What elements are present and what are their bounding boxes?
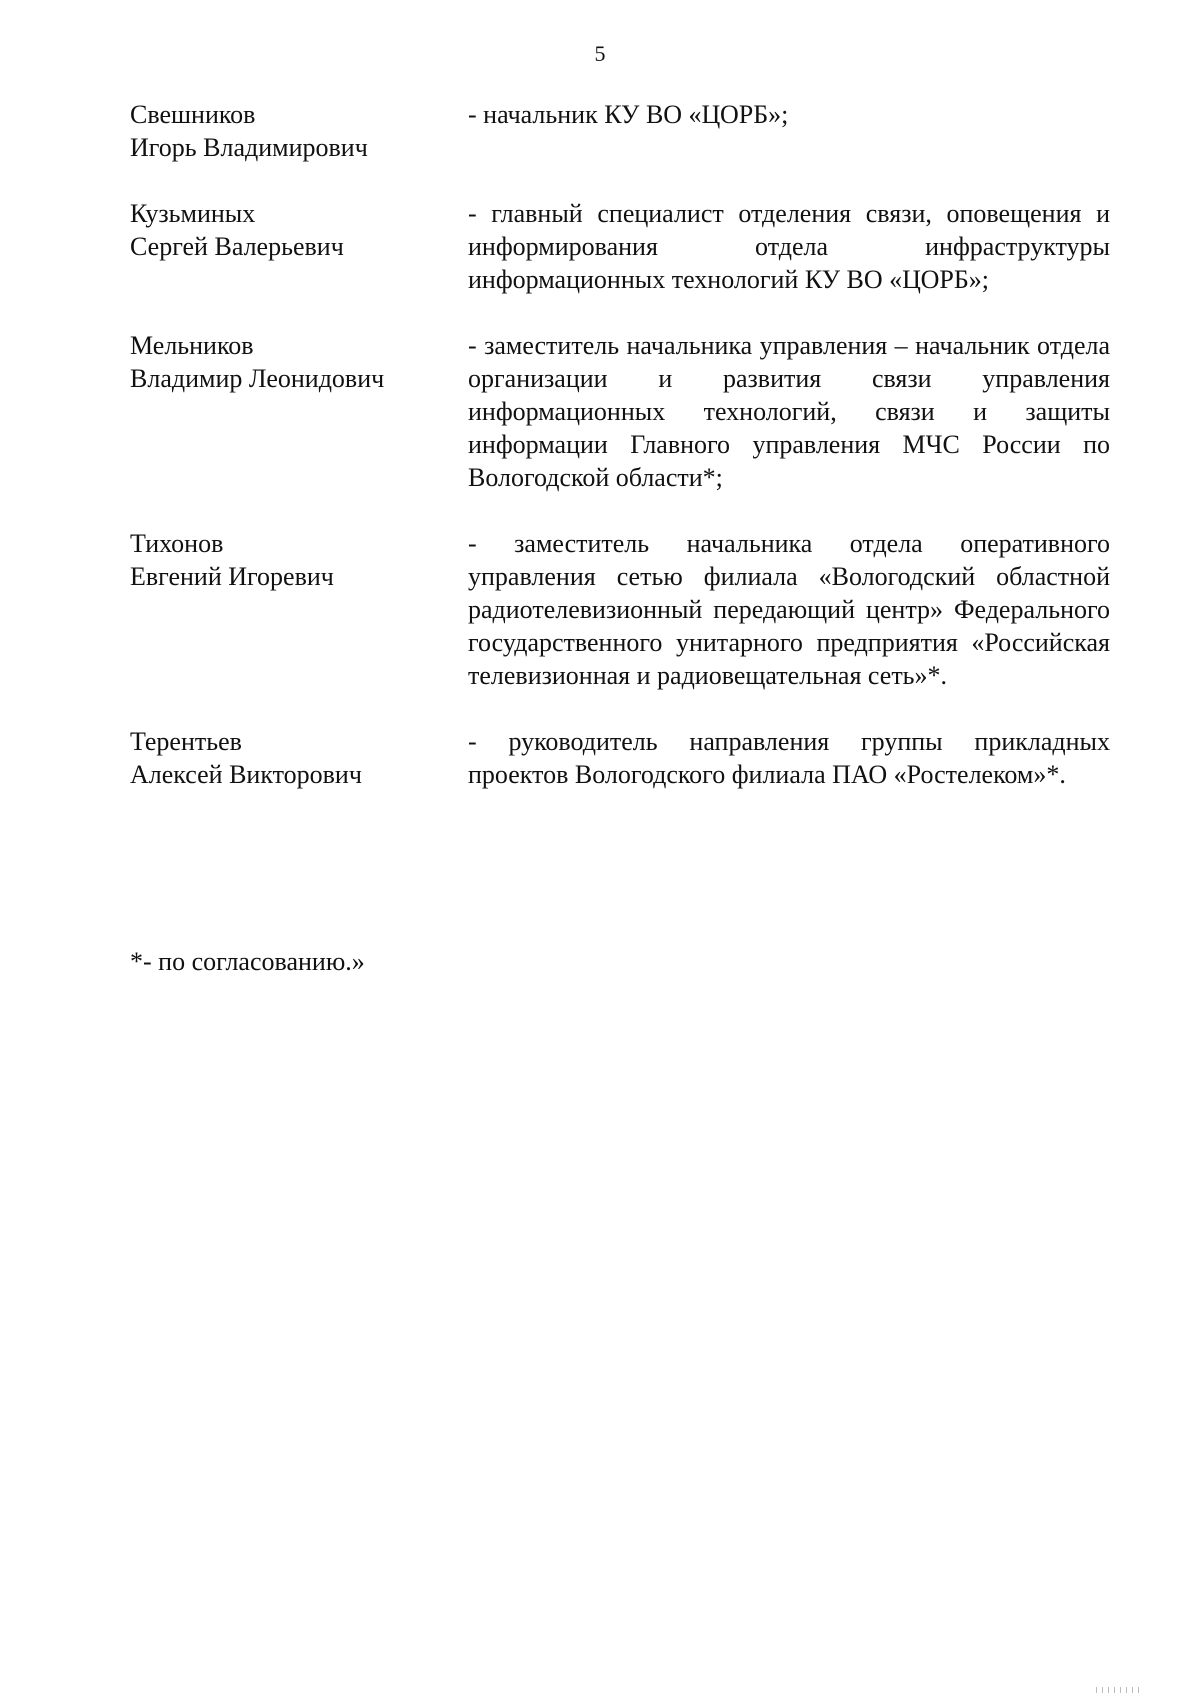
member-given-names: Евгений Игоревич — [130, 562, 334, 591]
member-role: - заместитель начальника управления – начальник отдела организации и развития связи управления информационных технологий, связи и защиты информации Главного управления МЧС России по Вологодской области*; — [468, 331, 1110, 492]
scan-artifact — [1096, 1687, 1140, 1693]
member-given-names: Игорь Владимирович — [130, 133, 368, 162]
members-list — [130, 98, 1110, 824]
member-name — [130, 527, 468, 692]
member-role: - заместитель начальника отдела оперативного управления сетью филиала «Вологодский областной радиотелевизионный передающий центр» Федерального государственного унитарного предприятия «Российская телевизионная и радиовещательная сеть»*. — [468, 529, 1110, 690]
member-surname: Терентьев — [130, 727, 242, 756]
member-name — [130, 197, 468, 296]
member-name — [130, 98, 468, 164]
member-role: - начальник КУ ВО «ЦОРБ»; — [468, 100, 789, 129]
member-role: - главный специалист отделения связи, оповещения и информирования отдела инфраструктуры информационных технологий КУ ВО «ЦОРБ»; — [468, 199, 1110, 294]
member-role: - руководитель направления группы прикладных проектов Вологодского филиала ПАО «Ростелеком»*. — [468, 727, 1110, 789]
member-surname: Тихонов — [130, 529, 224, 558]
member-surname: Свешников — [130, 100, 256, 129]
member-entry-kuzminykh — [130, 197, 1110, 296]
member-name — [130, 725, 468, 791]
member-entry-melnikov — [130, 329, 1110, 494]
page-number: 5 — [594, 41, 606, 66]
member-surname: Кузьминых — [130, 199, 256, 228]
footnote: *- по согласованию.» — [130, 947, 365, 976]
member-entry-sveshnikov — [130, 98, 1110, 164]
member-given-names: Алексей Викторович — [130, 760, 362, 789]
member-given-names: Владимир Леонидович — [130, 364, 385, 393]
member-given-names: Сергей Валерьевич — [130, 232, 344, 261]
member-entry-terentyev — [130, 725, 1110, 791]
member-entry-tikhonov — [130, 527, 1110, 692]
member-surname: Мельников — [130, 331, 254, 360]
member-name — [130, 329, 468, 494]
